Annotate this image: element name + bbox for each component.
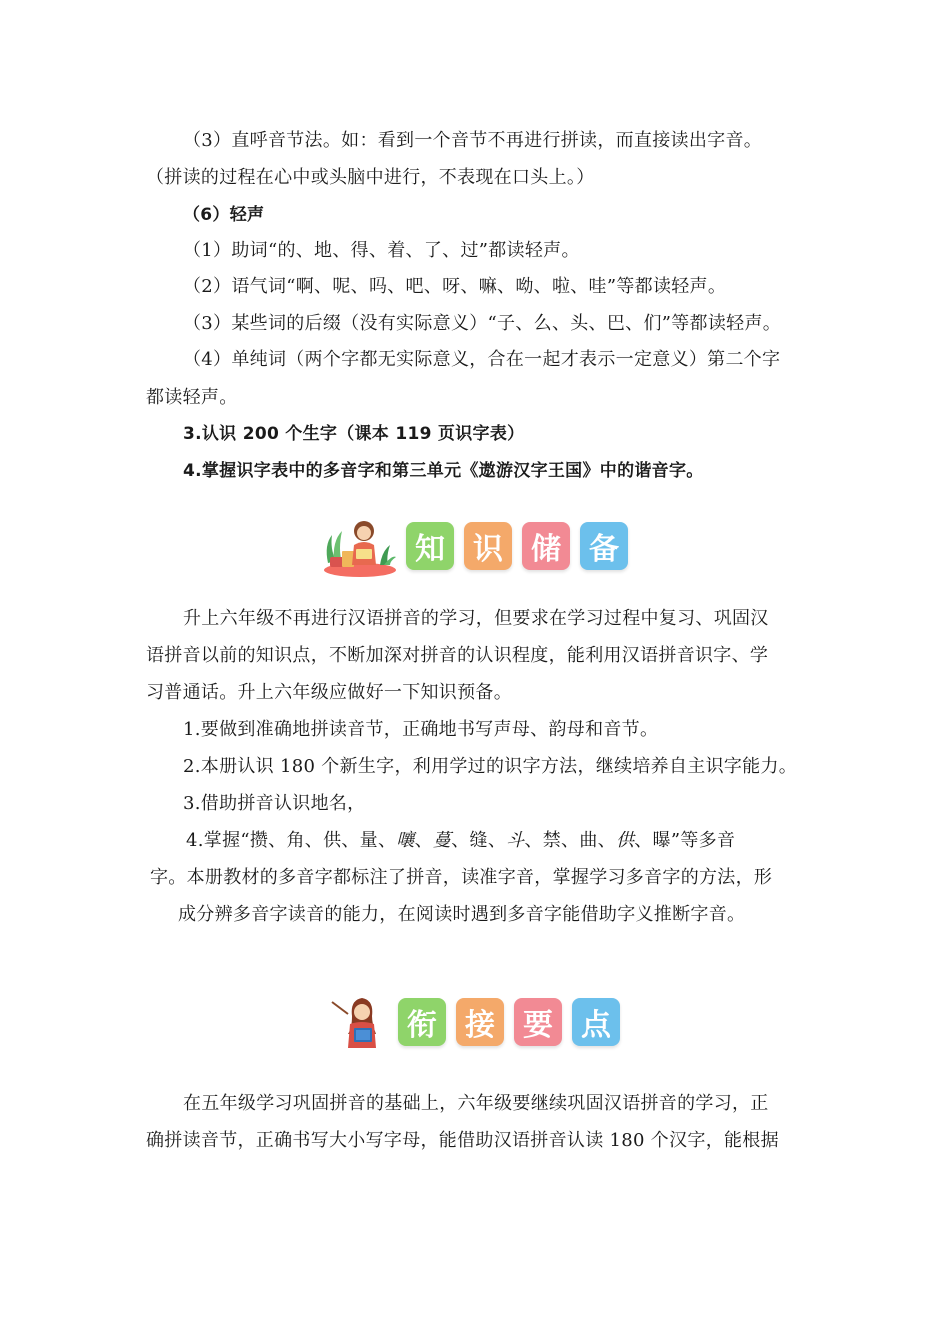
banner-connection-points: [328, 994, 630, 1050]
item-2: 2.本册认识 180 个新生字，利用学过的识字方法，继续培养自主识字能力。: [183, 756, 798, 777]
item-3: 3.借助拼音认识地名，: [183, 793, 366, 814]
heading-recognize-chars: 3.认识 200 个生字（课本 119 页识字表）: [183, 424, 525, 444]
line-2: （拼读的过程在心中或头脑中进行，不表现在口头上。）: [146, 167, 595, 188]
banner1-tile-1: 知: [406, 522, 454, 570]
item-4-part-a: 4.掌握“攒、角、供、量、: [186, 830, 397, 851]
section-heading-light-tone: （6）轻声: [183, 205, 265, 225]
item-4: [186, 829, 735, 853]
line-1: （3）直呼音节法。如：看到一个音节不再进行拼读，而直接读出字音。: [183, 130, 763, 151]
heading-polyphonic: 4.掌握识字表中的多音字和第三单元《遨游汉字王国》中的谐音字。: [183, 461, 704, 481]
para-1-line-1: 升上六年级不再进行汉语拼音的学习，但要求在学习过程中复习、巩固汉: [183, 608, 769, 629]
item-4-char-dou: 斗: [506, 830, 525, 851]
banner2-tile-4: 点: [572, 998, 620, 1046]
item-4-part-g: 、禁、曲、: [524, 830, 616, 851]
line-6: （3）某些词的后缀（没有实际意义）“子、么、头、巴、们”等都读轻声。: [183, 313, 782, 334]
item-4-line-3: 成分辨多音字读音的能力，在阅读时遇到多音字能借助字义推断字音。: [178, 904, 746, 925]
banner-knowledge-reserve: [322, 515, 638, 577]
line-4: （1）助词“的、地、得、着、了、过”都读轻声。: [183, 240, 580, 261]
line-7: （4）单纯词（两个字都无实际意义，合在一起才表示一定意义）第二个字: [183, 349, 781, 370]
para-1-line-2: 语拼音以前的知识点，不断加深对拼音的认识程度，能利用汉语拼音识字、学: [146, 645, 769, 666]
banner1-tile-3: 储: [522, 522, 570, 570]
item-4-sep-1: 、: [414, 830, 433, 851]
para-1-line-3: 习普通话。升上六年级应做好一下知识预备。: [146, 682, 512, 703]
item-4-char-rang: 嚷: [396, 830, 415, 851]
banner1-tile-4: 备: [580, 522, 628, 570]
item-4-char-man: 蔓: [432, 830, 452, 851]
para-2-line-2: 确拼读音节，正确书写大小写字母，能借助汉语拼音认读 180 个汉字，能根据: [146, 1130, 779, 1151]
item-4-part-i: 、曝”等多音: [634, 830, 736, 851]
banner2-tile-2: 接: [456, 998, 504, 1046]
para-2-line-1: 在五年级学习巩固拼音的基础上，六年级要继续巩固汉语拼音的学习，正: [183, 1093, 769, 1114]
teacher-illustration: [328, 994, 390, 1050]
line-8: 都读轻声。: [146, 387, 238, 408]
reading-girl-illustration: [322, 515, 398, 577]
banner1-tile-2: 识: [464, 522, 512, 570]
item-1: 1.要做到准确地拼读音节，正确地书写声母、韵母和音节。: [183, 719, 659, 740]
banner2-tile-3: 要: [514, 998, 562, 1046]
item-4-line-2: 字。本册教材的多音字都标注了拼音，读准字音，掌握学习多音字的方法，形: [150, 867, 773, 888]
banner2-tile-1: 衔: [398, 998, 446, 1046]
item-4-char-gong: 供: [615, 830, 635, 851]
item-4-part-e: 、缝、: [451, 830, 507, 851]
line-5: （2）语气词“啊、呢、吗、吧、呀、嘛、呦、啦、哇”等都读轻声。: [183, 276, 727, 297]
